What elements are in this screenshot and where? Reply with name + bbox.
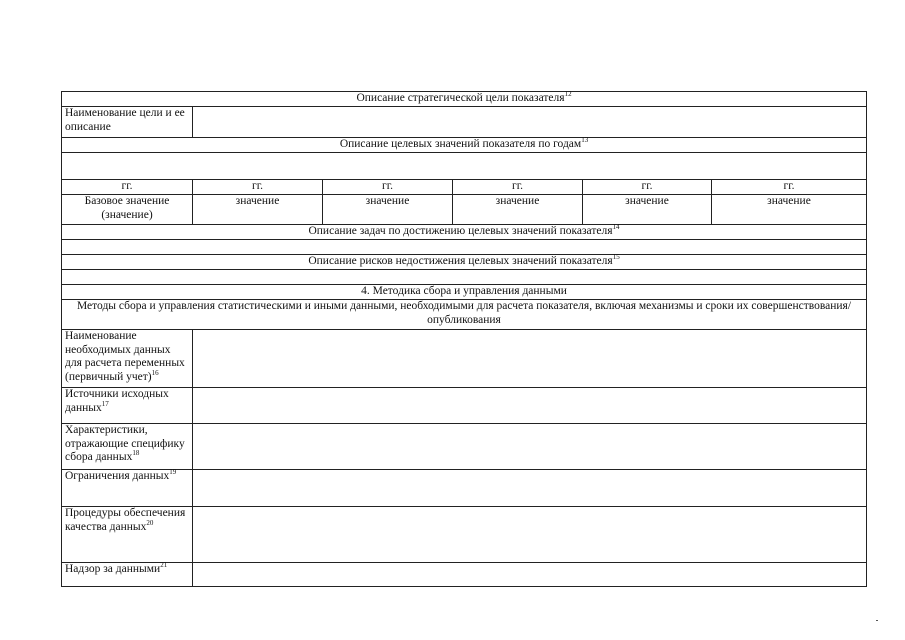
data-row bbox=[62, 506, 867, 562]
target-values-header-row bbox=[62, 138, 867, 153]
goal-name-field[interactable] bbox=[193, 107, 867, 138]
year-cell[interactable]: гг. bbox=[193, 180, 323, 195]
value-row bbox=[62, 194, 867, 224]
data-row-field[interactable] bbox=[193, 506, 867, 562]
footnote-ref: 12 bbox=[564, 90, 572, 98]
data-row-label-text: Характеристики, отражающие специфику сбора данных bbox=[65, 423, 185, 464]
data-row-label bbox=[62, 329, 193, 387]
data-row-field[interactable] bbox=[193, 469, 867, 506]
goal-name-row bbox=[62, 107, 867, 138]
value-cell[interactable]: значение bbox=[323, 194, 453, 224]
goal-name-label: Наименование цели и ее описание bbox=[62, 107, 193, 138]
target-values-header-text: Описание целевых значений показателя по годам bbox=[339, 138, 582, 150]
section4-title: 4. Методика сбора и управления данными bbox=[62, 284, 867, 299]
footnote-ref: 21 bbox=[160, 560, 168, 569]
section4-subtitle: Методы сбора и управления статистическими и иными данными, необходимыми для расчета показателя, включая механизмы и сроки их совершенствования/опубликования bbox=[62, 299, 867, 329]
risks-field[interactable] bbox=[62, 269, 867, 284]
data-row bbox=[62, 469, 867, 506]
tasks-header-row bbox=[62, 224, 867, 239]
risks-header-row bbox=[62, 254, 867, 269]
target-values-header bbox=[62, 138, 867, 153]
risks-header bbox=[62, 254, 867, 269]
footnote-ref: 19 bbox=[169, 467, 177, 476]
target-values-blank-row bbox=[62, 153, 867, 180]
footnote-ref: 16 bbox=[151, 369, 159, 378]
footnote-ref: 20 bbox=[146, 518, 154, 527]
data-row bbox=[62, 387, 867, 423]
data-row-label-text: Надзор за данными bbox=[65, 562, 161, 575]
data-row-label-text: Ограничения данных bbox=[65, 469, 170, 482]
section4-title-row bbox=[62, 284, 867, 299]
footnote-ref: 14 bbox=[612, 222, 620, 231]
value-cell[interactable]: значение bbox=[193, 194, 323, 224]
strategic-goal-header bbox=[62, 92, 867, 107]
tasks-header bbox=[62, 224, 867, 239]
value-cell[interactable]: значение bbox=[453, 194, 583, 224]
data-row-field[interactable] bbox=[193, 387, 867, 423]
data-row-field[interactable] bbox=[193, 423, 867, 469]
data-row-label bbox=[62, 387, 193, 423]
strategic-goal-header-text: Описание стратегической цели показателя bbox=[356, 92, 565, 104]
data-row bbox=[62, 329, 867, 387]
value-cell[interactable]: значение bbox=[712, 194, 867, 224]
year-cell[interactable]: гг. bbox=[62, 180, 193, 195]
footnote-ref: 13 bbox=[581, 136, 589, 144]
section4-subtitle-row bbox=[62, 299, 867, 329]
data-row-label-text: Процедуры обеспечения качества данных bbox=[65, 506, 186, 533]
footnote-ref: 17 bbox=[101, 399, 109, 408]
indicator-form-table bbox=[61, 91, 867, 587]
year-cell[interactable]: гг. bbox=[323, 180, 453, 195]
tasks-field[interactable] bbox=[62, 239, 867, 254]
year-row bbox=[62, 180, 867, 195]
tasks-blank-row bbox=[62, 239, 867, 254]
target-values-field[interactable] bbox=[62, 153, 867, 180]
tasks-header-text: Описание задач по достижению целевых значений показателя bbox=[308, 224, 613, 237]
data-row-label-text: Источники исходных данных bbox=[65, 387, 169, 414]
footnote-ref: 15 bbox=[612, 252, 620, 261]
strategic-goal-header-row bbox=[62, 92, 867, 107]
scan-speck bbox=[876, 620, 878, 621]
data-row-label-text: Наименование необходимых данных для расчета переменных (первичный учет) bbox=[65, 329, 185, 384]
data-row-label bbox=[62, 423, 193, 469]
data-row-label bbox=[62, 562, 193, 586]
data-row-label bbox=[62, 506, 193, 562]
risks-blank-row bbox=[62, 269, 867, 284]
data-row bbox=[62, 562, 867, 586]
data-row-field[interactable] bbox=[193, 329, 867, 387]
data-row-label bbox=[62, 469, 193, 506]
risks-header-text: Описание рисков недостижения целевых значений показателя bbox=[308, 254, 613, 267]
data-row bbox=[62, 423, 867, 469]
year-cell[interactable]: гг. bbox=[712, 180, 867, 195]
value-cell[interactable]: значение bbox=[583, 194, 712, 224]
base-value-label: Базовое значение (значение) bbox=[62, 194, 193, 224]
year-cell[interactable]: гг. bbox=[453, 180, 583, 195]
data-row-field[interactable] bbox=[193, 562, 867, 586]
year-cell[interactable]: гг. bbox=[583, 180, 712, 195]
footnote-ref: 18 bbox=[132, 449, 140, 458]
